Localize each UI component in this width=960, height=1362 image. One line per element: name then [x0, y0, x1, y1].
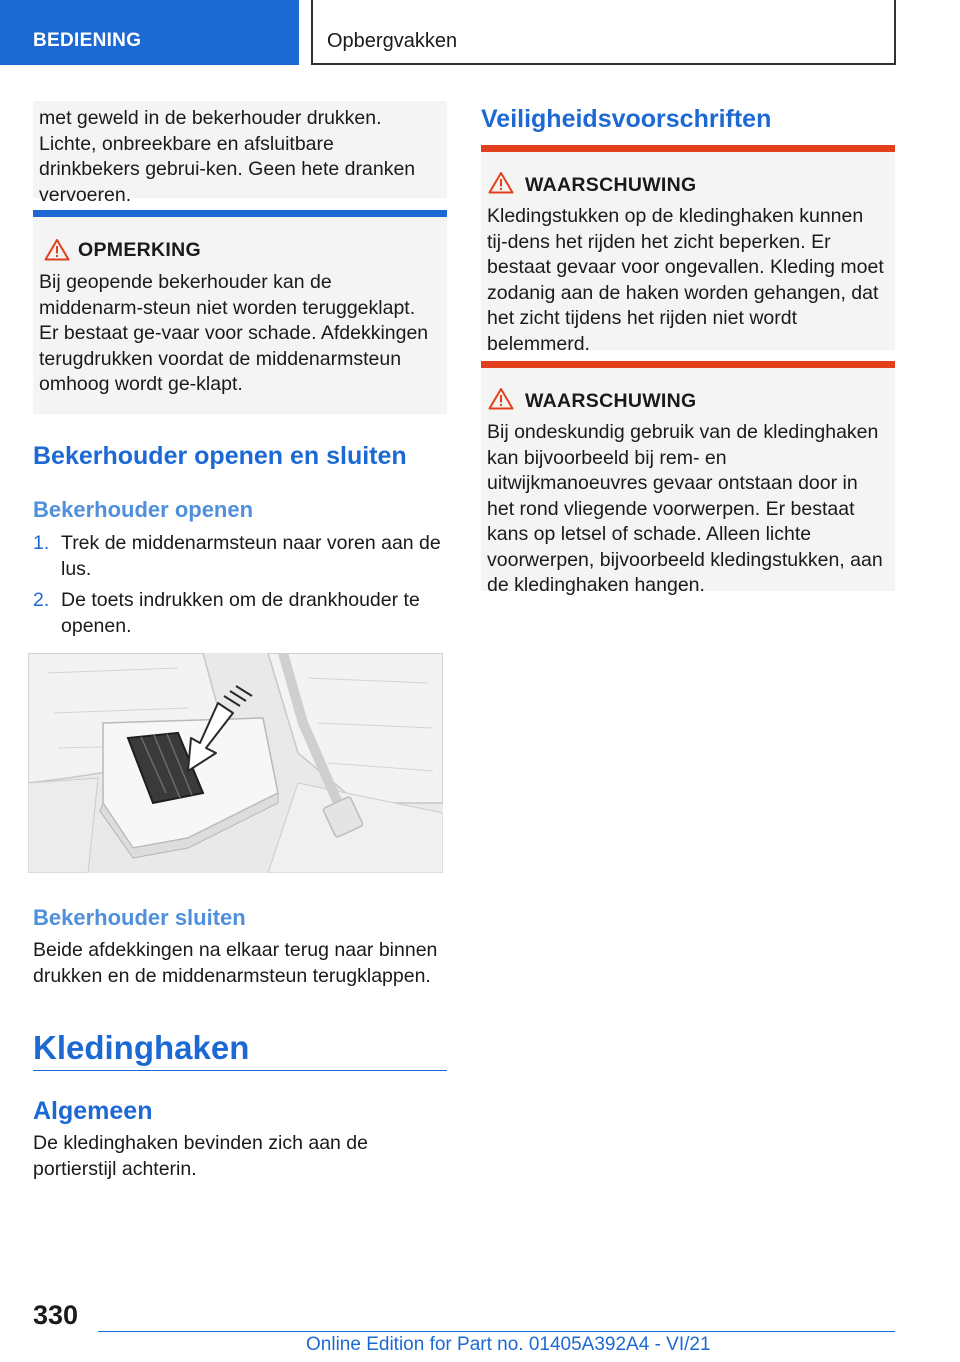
chapter-tab [311, 0, 896, 65]
section-label: BEDIENING [33, 30, 142, 51]
footer-rule [98, 1331, 895, 1332]
step-text: De toets indrukken om de drankhouder te openen. [61, 589, 420, 637]
warning-triangle-icon [488, 171, 514, 194]
section-tab [0, 0, 299, 65]
close-text: Beide afdekkingen na elkaar terug naar binnen drukken en de middenarmsteun terugklappen. [33, 939, 438, 987]
continued-text: met geweld in de bekerhouder drukken. Lichte, onbreekbare en afsluitbare drinkbekers gebrui-ken. Geen hete dranken vervoeren. [39, 107, 416, 206]
note-heading: OPMERKING [78, 239, 201, 261]
page-number: 330 [33, 1300, 79, 1330]
continued-box [33, 101, 447, 206]
section-title: Bekerhouder openen en sluiten [33, 442, 407, 470]
chapter-title: Kledinghaken [33, 1029, 250, 1066]
step-number: 1. [33, 532, 50, 554]
warning-bar [481, 361, 895, 368]
safety-title: Veiligheidsvoorschriften [481, 105, 772, 133]
general-title: Algemeen [33, 1097, 153, 1125]
close-title: Bekerhouder sluiten [33, 905, 246, 930]
note-box [33, 217, 447, 414]
warning-heading: WAARSCHUWING [525, 174, 697, 196]
warning-triangle-icon [44, 238, 70, 261]
armrest-cupholder-illustration [28, 653, 443, 873]
warning-triangle-icon [488, 387, 514, 410]
warning-heading: WAARSCHUWING [525, 390, 697, 412]
chapter-label: Opbergvakken [327, 30, 458, 52]
warning-box [481, 152, 895, 355]
warning-text: Bij ondeskundig gebruik van de kledinghaken kan bijvoorbeeld bij rem- en uitwijkmanoeuvres gevaar ontstaan door in het rond vliegende voorwerpen. Er bestaat kans op letsel of schade. Alleen lichte voorwerpen, bijvoorbeeld kledingstukken, aan de kledinghaken hangen. [487, 421, 883, 596]
chapter-rule [33, 1070, 447, 1071]
note-bar [33, 210, 447, 217]
general-text: De kledinghaken bevinden zich aan de portierstijl achterin. [33, 1132, 368, 1180]
note-text: Bij geopende bekerhouder kan de middenarm-steun niet worden teruggeklapt. Er bestaat ge-vaar voor schade. Afdekkingen terugdrukken voordat de middenarmsteun omhoog wordt ge-klapt. [39, 271, 429, 395]
open-title: Bekerhouder openen [33, 497, 254, 522]
step-text: Trek de middenarmsteun naar voren aan de lus. [61, 532, 441, 580]
warning-bar [481, 145, 895, 152]
edition-text: Online Edition for Part no. 01405A392A4 - VI/21 [306, 1334, 711, 1355]
list-item [33, 588, 447, 640]
step-number: 2. [33, 589, 50, 611]
list-item [33, 531, 447, 583]
warning-box [481, 368, 895, 596]
warning-text: Kledingstukken op de kledinghaken kunnen tij-dens het rijden het zicht beperken. Er bestaat gevaar voor ongevallen. Kleding moet zodanig aan de haken worden gehangen, dat het zicht tijdens het rijden niet wordt belemmerd. [487, 205, 884, 355]
